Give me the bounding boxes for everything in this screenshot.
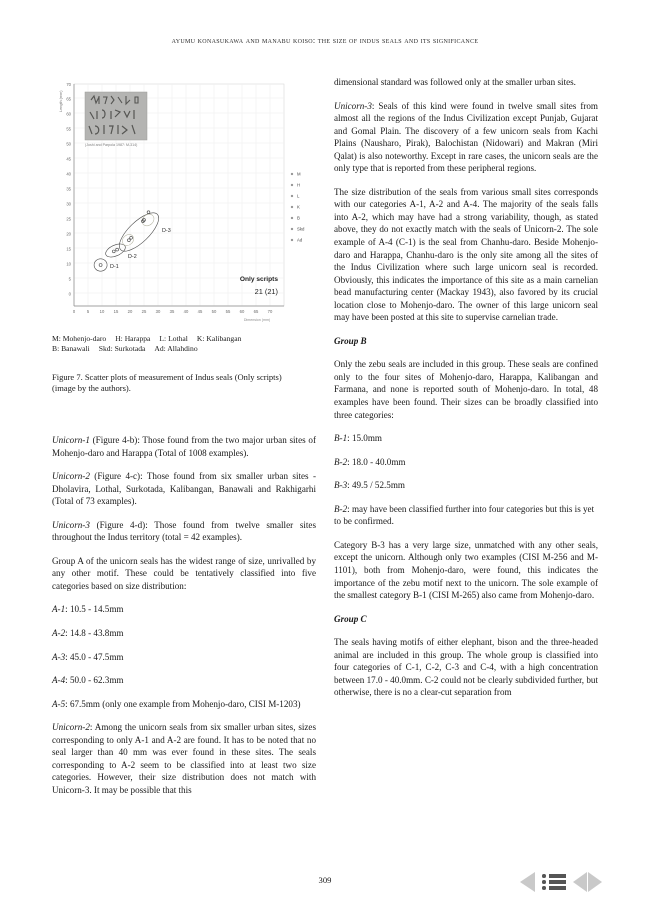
svg-text:10: 10 — [66, 261, 71, 267]
unicorn-2b-text: : Among the unicorn seals from six smaller urban sites, sizes corresponding to only A-1 and A-2 are found. It has to be noted that no seal larger than 40 mm was ever found in these sites. The seals corresponding to A-2 seem to be classified into at least two size categories. However, their size distribution does not match with Unicorn-3. It may be possible that this — [52, 722, 316, 795]
paragraph-unicorn-1 — [52, 434, 316, 459]
svg-text:H: H — [297, 182, 301, 188]
plot-annotation-label: Only scripts — [239, 276, 278, 283]
paragraph-unicorn-3-right — [334, 100, 598, 175]
svg-text:70: 70 — [267, 309, 273, 314]
category-b3 — [334, 479, 598, 492]
category-a1 — [52, 603, 316, 616]
legend-key-skd: Skd: Surkotada — [98, 344, 146, 354]
svg-text:30: 30 — [66, 201, 71, 207]
category-b3-label: B-3 — [334, 480, 348, 491]
unicorn-1-text: (Figure 4-b): Those found from the two major urban sites of Mohenjo-daro and Harappa (Total of 1008 examples). — [52, 435, 316, 458]
svg-text:35: 35 — [66, 186, 71, 192]
svg-text:45: 45 — [66, 156, 71, 162]
category-a3-label: A-3 — [52, 651, 66, 662]
category-a1-value: : 10.5 - 14.5mm — [65, 604, 124, 615]
category-a5 — [52, 698, 316, 711]
category-a2-value: : 14.8 - 43.8mm — [65, 628, 124, 639]
category-b2-value: : 18.0 - 40.0mm — [347, 456, 406, 467]
svg-text:Length (mm): Length (mm) — [59, 90, 63, 112]
right-column — [334, 76, 598, 710]
scatter-plot — [52, 76, 316, 328]
paragraph-unicorn-3 — [52, 519, 316, 544]
step-forward-icon[interactable] — [588, 872, 602, 892]
paragraph-group-c: The seals having motifs of either elephant, bison and the three-headed animal are included in this group. The whole group is classified into four categories of C-1, C-2, C-3 and C-4, with a high concentration between 17.0 - 40.0mm. C-2 could not be clearly subdivided further, but otherwise, there is no a clear-cut separation from — [334, 637, 598, 698]
cluster-label-d2: D-2 — [128, 254, 137, 260]
paragraph-continued: dimensional standard was followed only at the smaller urban sites. — [334, 77, 576, 87]
unicorn-2-label: Unicorn-2 — [52, 471, 90, 482]
page-step-controls[interactable] — [573, 872, 602, 892]
svg-text:10: 10 — [99, 309, 105, 314]
svg-text:25: 25 — [141, 309, 147, 314]
category-b1-value: : 15.0mm — [347, 433, 383, 444]
svg-text:20: 20 — [127, 309, 133, 314]
category-a2-label: A-2 — [52, 628, 66, 639]
viewer-navigation-controls[interactable] — [520, 872, 602, 892]
category-a2 — [52, 627, 316, 640]
svg-text:45: 45 — [197, 309, 203, 314]
category-a1-label: A-1 — [52, 604, 66, 615]
category-list-b — [334, 432, 598, 528]
inset-caption: (Joshi and Parpola 1987: M-314) — [85, 143, 138, 147]
category-a3 — [52, 651, 316, 664]
svg-text:5: 5 — [86, 309, 90, 314]
paragraph-group-b: Only the zebu seals are included in this group. These seals are confined only to the four sites of Mohenjo-daro, Harappa, Kalibangan and Farmana, and none is reported south of Mohenjo-daro. In total, 48 examples have been found. Their sizes can be broadly classified into three categories: — [334, 359, 598, 420]
svg-text:0: 0 — [68, 291, 71, 297]
group-c-heading: Group C — [334, 613, 367, 624]
svg-text:L: L — [297, 193, 300, 199]
svg-text:K: K — [297, 204, 300, 210]
cluster-label-d3: D-3 — [162, 228, 171, 234]
unicorn-1-label: Unicorn-1 — [52, 435, 90, 445]
unicorn-3-right-label: Unicorn-3 — [334, 100, 372, 111]
unicorn-2b-label: Unicorn-2 — [52, 722, 90, 733]
cluster-label-d1: D-1 — [110, 264, 119, 270]
legend-key-k: K: Kalibangan — [196, 334, 242, 343]
category-a4-value: : 50.0 - 62.3mm — [65, 675, 124, 686]
unicorn-3-label: Unicorn-3 — [52, 519, 90, 530]
legend-key-l: L: Lothal — [159, 334, 188, 343]
legend-key-m: M: Mohenjo-daro — [52, 334, 107, 343]
svg-text:Dimension (mm): Dimension (mm) — [243, 318, 271, 322]
category-b1-label: B-1 — [334, 433, 348, 444]
table-of-contents-icon[interactable] — [542, 874, 566, 890]
category-b2-note-value: : may have been classified further into four categories but this is yet to be confirmed. — [334, 503, 595, 527]
category-a5-value: : 67.5mm (only one example from Mohenjo-daro, CISI M-1203) — [65, 698, 301, 709]
left-column — [52, 434, 316, 807]
unicorn-3-right-text: : Seals of this kind were found in twelve small sites from almost all the regions of the Indus Civilization except Punjab, Gujarat and Gomal Plain. The discovery of a few unicorn seals from Kachi Plains (Nausharo, Pirak), Balochistan (Nidowari) and Makran (Miri Qalat) is also noteworthy. Except in rare cases, the unicorn seals are the only type that is reported from these peripheral regions. — [334, 100, 598, 174]
svg-text:15: 15 — [66, 246, 71, 252]
category-b2 — [334, 456, 598, 469]
category-b1 — [334, 432, 598, 445]
running-head: ayumu konasukawa and manabu koiso: the size of indus seals and its significance — [171, 36, 479, 45]
paragraph-unicorn-2 — [52, 470, 316, 508]
svg-text:0: 0 — [72, 309, 76, 314]
category-b2-note — [334, 503, 598, 528]
svg-text:65: 65 — [66, 96, 71, 102]
svg-text:15: 15 — [113, 309, 119, 314]
category-list-a — [52, 603, 316, 710]
svg-text:50: 50 — [211, 309, 217, 314]
svg-text:65: 65 — [253, 309, 259, 314]
paragraph-group-a: Group A of the unicorn seals has the widest range of size, unrivalled by any other motif. These could be tentatively classified into five categories based on size distribution: — [52, 555, 316, 591]
category-b2-label: B-2 — [334, 456, 348, 467]
svg-text:40: 40 — [183, 309, 189, 314]
category-a3-value: : 45.0 - 47.5mm — [65, 651, 124, 662]
svg-text:70: 70 — [66, 82, 71, 87]
unicorn-3-text: (Figure 4-d): Those found from twelve smaller sites throughout the Indus territory (total = 42 examples). — [52, 519, 316, 543]
unicorn-2-text: (Figure 4-c): Those found from six smaller urban sites - Dholavira, Lothal, Surkotada, Kalibangan, Banawali and Rakhigarhi (Total of 73 examples). — [52, 471, 316, 507]
page-footer — [0, 872, 650, 906]
page-number: 309 — [318, 875, 332, 885]
category-a5-label: A-5 — [52, 698, 66, 709]
figure-caption: Figure 7. Scatter plots of measurement of Indus seals (Only scripts) (image by the authors). — [52, 371, 282, 394]
paragraph-category-b3: Category B-3 has a very large size, unmatched with any other seals, except the unicorn. Although only two examples (CISI M-256 and M-1101), both from Mohenjo-daro, were found, this indicates the importance of the zebu motif next to the unicorn. The sole example of the smallest category B-1 (CISI M-265) also came from Mohenjo-daro. — [334, 539, 598, 601]
svg-text:30: 30 — [155, 309, 161, 314]
legend-key-b: B: Banawali — [52, 344, 90, 354]
svg-text:Skd: Skd — [297, 226, 305, 232]
svg-text:20: 20 — [66, 231, 71, 237]
paragraph-unicorn-2b — [52, 721, 316, 796]
list-bullets — [542, 874, 546, 890]
legend-key-ad: Ad: Allahdino — [154, 344, 198, 354]
svg-text:25: 25 — [66, 216, 71, 222]
step-back-icon[interactable] — [573, 872, 587, 892]
svg-text:B: B — [297, 215, 300, 221]
figure-legend-key — [52, 334, 292, 355]
svg-text:60: 60 — [66, 111, 71, 117]
svg-text:55: 55 — [66, 126, 71, 132]
paragraph-size-distribution: The size distribution of the seals from various small sites corresponds with our categories A-1, A-2 and A-4. The majority of the seals falls into A-2, which may have had a strong variability, though, as stated above, they do not exactly match with the seals of Unicorn-2. The sole example of A-4 (C-1) is the seal from Chanhu-daro. Beside Mohenjo-daro and Harappa, Chanhu-daro is the only site among all the sites of the Indus Civilization where such large unicorn seal is recorded. Obviously, this indicates the importance of this site as a main carnelian bead manufacturing center (Mackay 1943), also favored by its crucial location close to Mohenjo-daro. The owner of this large unicorn seal may have been posted at this site to supervise carnelian trade. — [334, 186, 598, 323]
previous-page-icon[interactable] — [520, 872, 535, 892]
category-a4 — [52, 674, 316, 687]
svg-text:55: 55 — [225, 309, 231, 314]
category-b2-note-label: B-2 — [334, 503, 348, 514]
svg-text:Ad: Ad — [297, 237, 303, 243]
category-a4-label: A-4 — [52, 675, 66, 686]
group-b-heading: Group B — [334, 335, 367, 346]
plot-annotation-count: 21 (21) — [254, 287, 278, 296]
figure-7 — [52, 76, 316, 395]
category-b3-value: : 49.5 / 52.5mm — [347, 480, 405, 491]
svg-text:35: 35 — [169, 309, 175, 314]
legend-key-h: H: Harappa — [115, 334, 151, 343]
list-lines — [549, 874, 566, 890]
svg-text:60: 60 — [239, 309, 245, 314]
svg-text:5: 5 — [68, 276, 71, 282]
svg-text:50: 50 — [66, 141, 71, 147]
svg-text:M: M — [297, 171, 301, 177]
svg-text:40: 40 — [66, 171, 71, 177]
